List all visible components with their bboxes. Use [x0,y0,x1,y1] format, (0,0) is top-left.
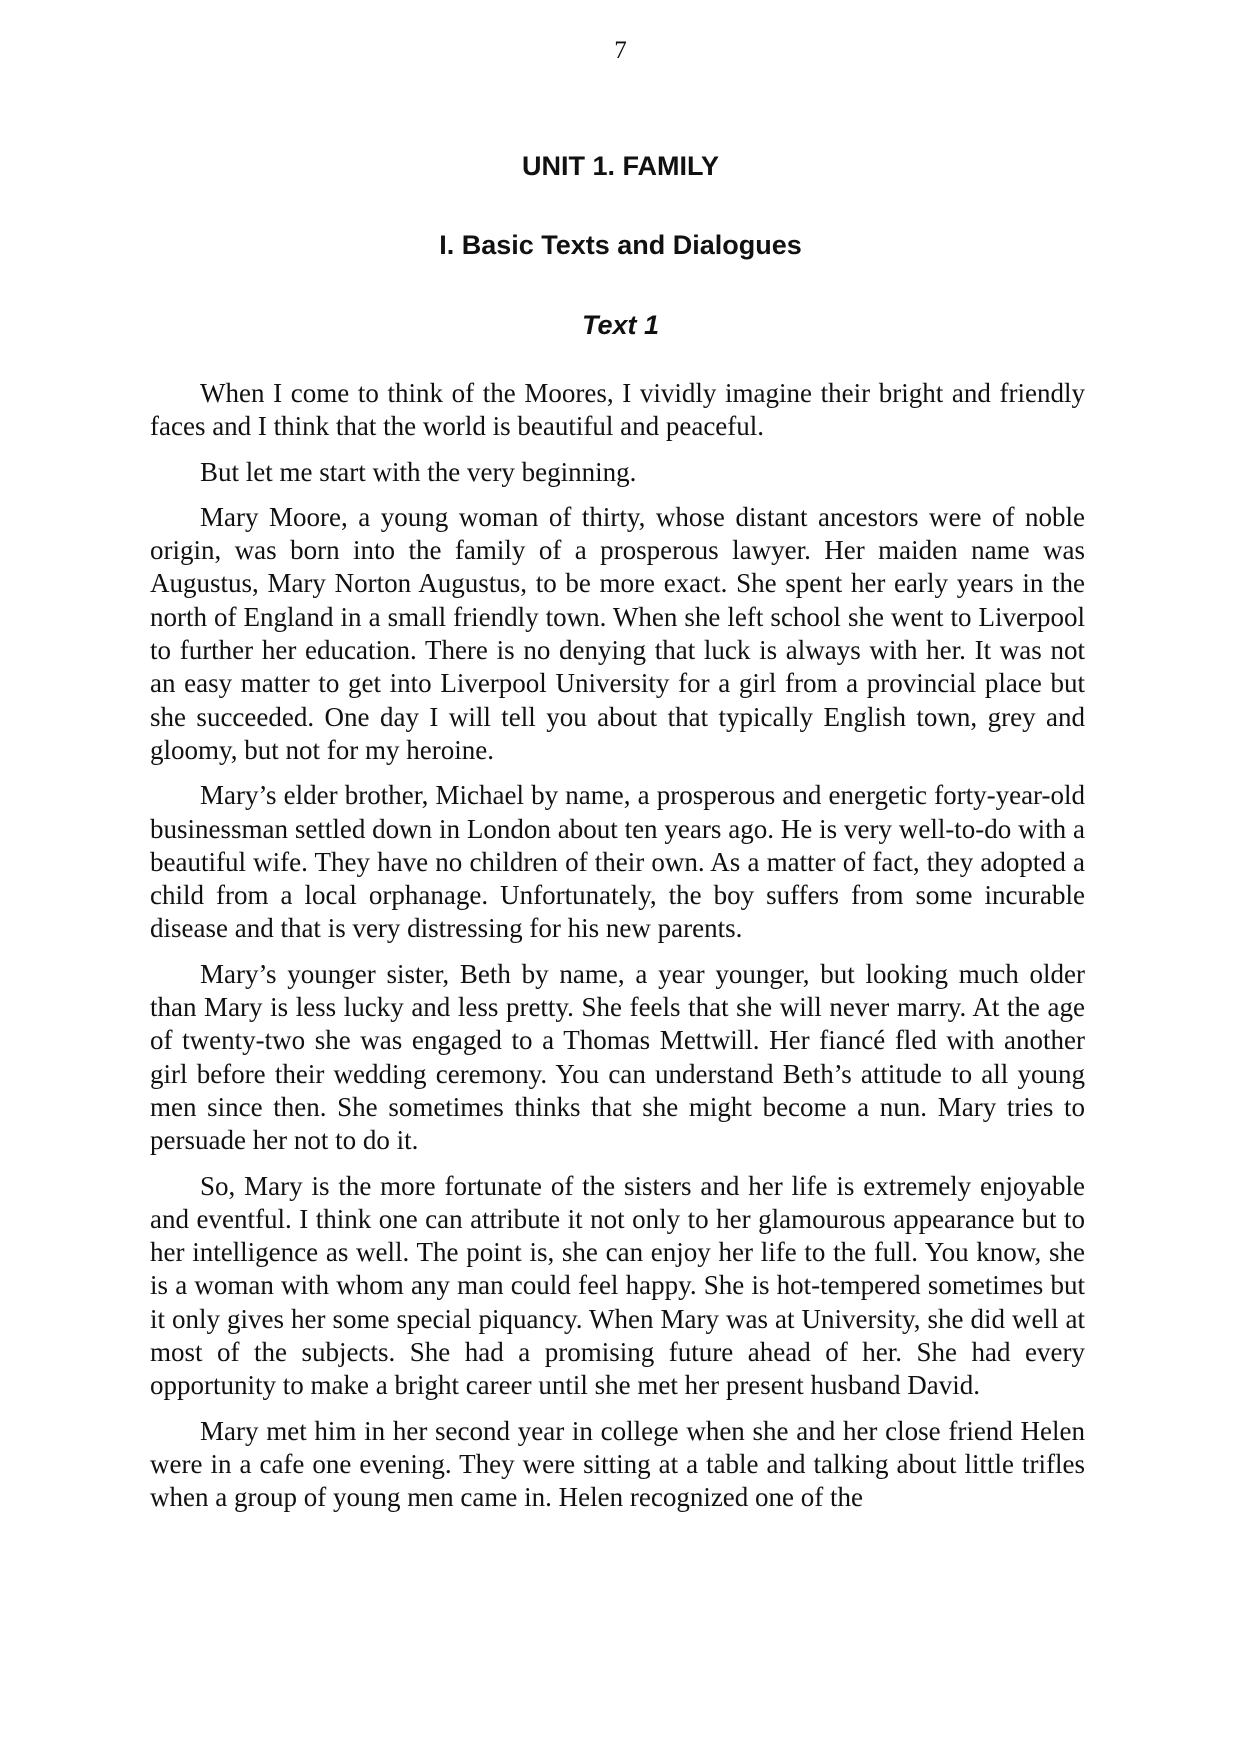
text-title: Text 1 [581,310,660,340]
section-title: I. Basic Texts and Dialogues [439,230,802,260]
paragraph: Mary’s elder brother, Michael by name, a prosperous and energetic forty-year-old businessman settled down in London about ten years ago. He is very well-to-do with a beautiful wife. They have no children of their own. As a matter of fact, they adopted a child from a local orphanage. Unfortunately, the boy suffers from some incurable disease and that is very distressing for his new parents. [150,780,1085,944]
paragraph: Mary met him in her second year in college when she and her close friend Helen were in a cafe one evening. They were sitting at a table and talking about little trifles when a group of young men came in. Helen recognized one of the [150,1415,1085,1513]
paragraph: So, Mary is the more fortunate of the sisters and her life is extremely enjoyable and eventful. I think one can attribute it not only to her glamourous appearance but to her intelligence as well. The point is, she can enjoy her life to the full. You know, she is a woman with whom any man could feel happy. She is hot-tempered sometimes but it only gives her some special piquancy. When Mary was at University, she did well at most of the subjects. She had a promising future ahead of her. She had every opportunity to make a bright career until she met her present husband David. [150,1170,1085,1401]
paragraph: But let me start with the very beginning. [200,456,637,487]
paragraph: When I come to think of the Moores, I vividly imagine their bright and friendly faces and I think that the world is beautiful and peaceful. [150,378,1085,442]
paragraph: Mary’s younger sister, Beth by name, a year younger, but looking much older than Mary is less lucky and less pretty. She feels that she will never marry. At the age of twenty-two she was engaged to a Thomas Mettwill. Her fiancé fled with another girl before their wedding ceremony. You can understand Beth’s attitude to all young men since then. She sometimes thinks that she might become a nun. Mary tries to persuade her not to do it. [150,958,1085,1156]
unit-title: UNIT 1. FAMILY [521,151,720,181]
page-number: 7 [614,37,627,64]
paragraph: Mary Moore, a young woman of thirty, whose distant ancestors were of noble origin, was born into the family of a prosperous lawyer. Her maiden name was Augustus, Mary Norton Augustus, to be more exact. She spent her early years in the north of England in a small friendly town. When she left school she went to Liverpool to further her education. There is no denying that luck is always with her. It was not an easy matter to get into Liverpool University for a girl from a provincial place but she succeeded. One day I will tell you about that typically English town, grey and gloomy, but not for my heroine. [150,501,1085,765]
body-text [150,377,1085,1527]
